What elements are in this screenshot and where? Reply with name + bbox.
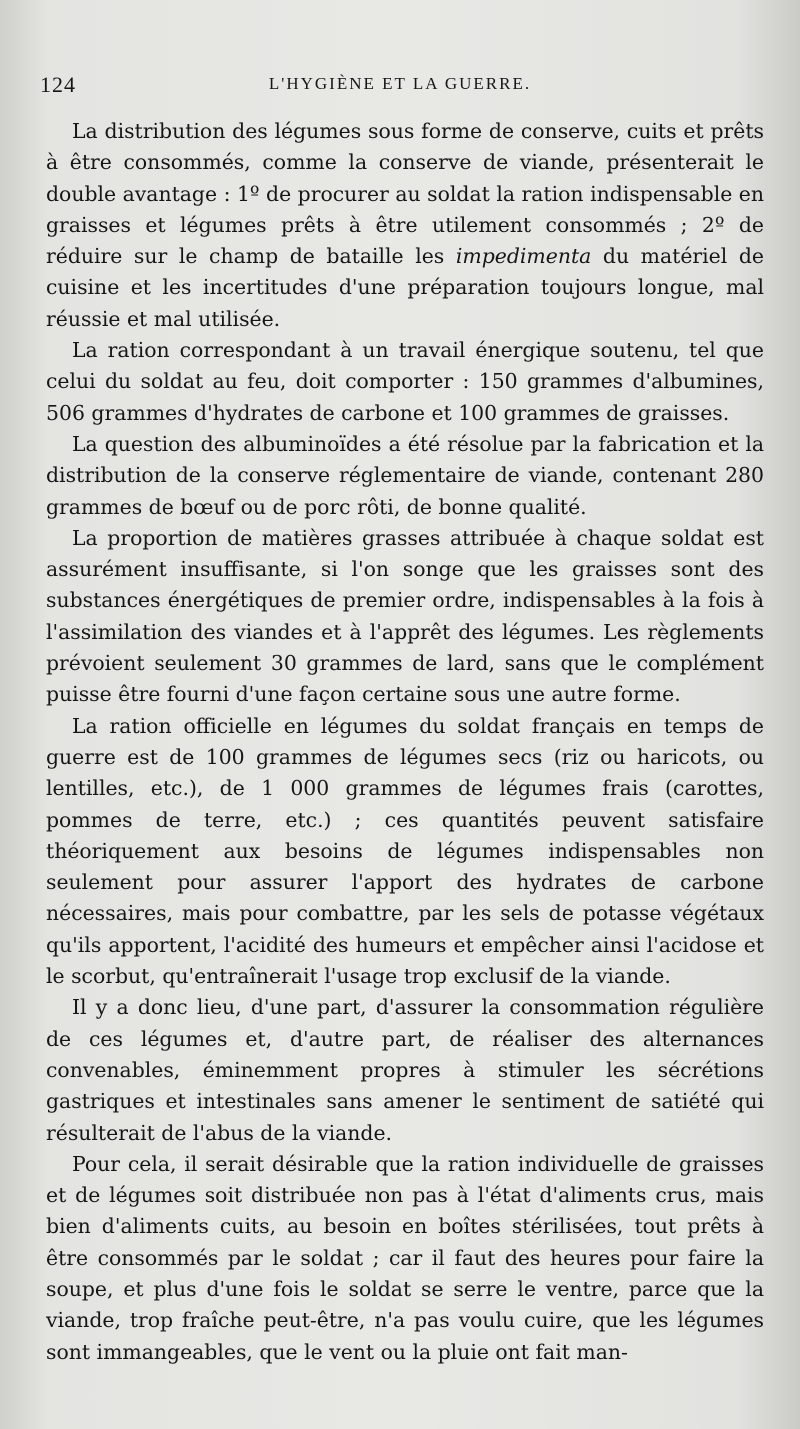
paragraph: La ration officielle en légumes du soldat français en temps de guerre est de 100 grammes de légumes secs (riz ou haricots, ou lentilles, etc.), de 1 000 grammes de légumes frais (carottes, pommes de terre, etc.) ; ces quantités peuvent satisfaire théoriquement aux besoins de légumes indispensables non seulement pour assurer l'apport des hydrates de carbone nécessaires, mais pour combattre, par les sels de potasse végétaux qu'ils apportent, l'acidité des humeurs et empêcher ainsi l'acidose et le scorbut, qu'entraînerait l'usage trop exclusif de la viande. bbox=[46, 713, 764, 989]
running-title: L'HYGIÈNE ET LA GUERRE. bbox=[268, 74, 532, 93]
page-number: 124 bbox=[40, 72, 76, 97]
italic-term: impedimenta bbox=[455, 244, 592, 269]
running-head bbox=[40, 70, 760, 102]
paragraph: La proportion de matières grasses attribuée à chaque soldat est assurément insuffisante, si l'on songe que les graisses sont des substances énergétiques de premier ordre, indispensables à la fois à l'assimilation des viandes et à l'apprêt des légumes. Les règlements prévoient seulement 30 grammes de lard, sans que le complément puisse être fourni d'une façon certaine sous une autre forme. bbox=[46, 525, 764, 707]
body-text bbox=[46, 116, 764, 1368]
paragraph: Il y a donc lieu, d'une part, d'assurer la consommation régulière de ces légumes et, d'autre part, de réaliser des alternances convenables, éminemment propres à stimuler les sécrétions gastriques et intestinales sans amener le sentiment de satiété qui résulterait de l'abus de la viande. bbox=[46, 995, 764, 1145]
paragraph-text: du matériel de cuisine et les incertitudes d'une préparation toujours longue, mal réussie et mal utilisée. bbox=[46, 244, 764, 331]
paragraph bbox=[46, 116, 764, 335]
paragraph: La ration correspondant à un travail énergique soutenu, tel que celui du soldat au feu, doit comporter : 150 grammes d'albumines, 506 grammes d'hydrates de carbone et 100 grammes de graisses. bbox=[46, 338, 764, 425]
paragraph: Pour cela, il serait désirable que la ration individuelle de graisses et de légumes soit distribuée non pas à l'état d'aliments crus, mais bien d'aliments cuits, au besoin en boîtes stérilisées, tout prêts à être consommés par le soldat ; car il faut des heures pour faire la soupe, et plus d'une fois le soldat se serre le ventre, parce que la viande, trop fraîche peut-être, n'a pas voulu cuire, que les légumes sont immangeables, que le vent ou la pluie ont fait man- bbox=[46, 1151, 764, 1364]
paragraph-text: La distribution des légumes sous forme de conserve, cuits et prêts à être consommés, comme la conserve de viande, présenterait le double avantage : 1º de procurer au soldat la ration indispensable en graisses et légumes prêts à être utilement consommés ; 2º de réduire sur le champ de bataille les bbox=[46, 119, 764, 269]
paragraph: La question des albuminoïdes a été résolue par la fabrication et la distribution de la conserve réglementaire de viande, contenant 280 grammes de bœuf ou de porc rôti, de bonne qualité. bbox=[46, 431, 764, 519]
